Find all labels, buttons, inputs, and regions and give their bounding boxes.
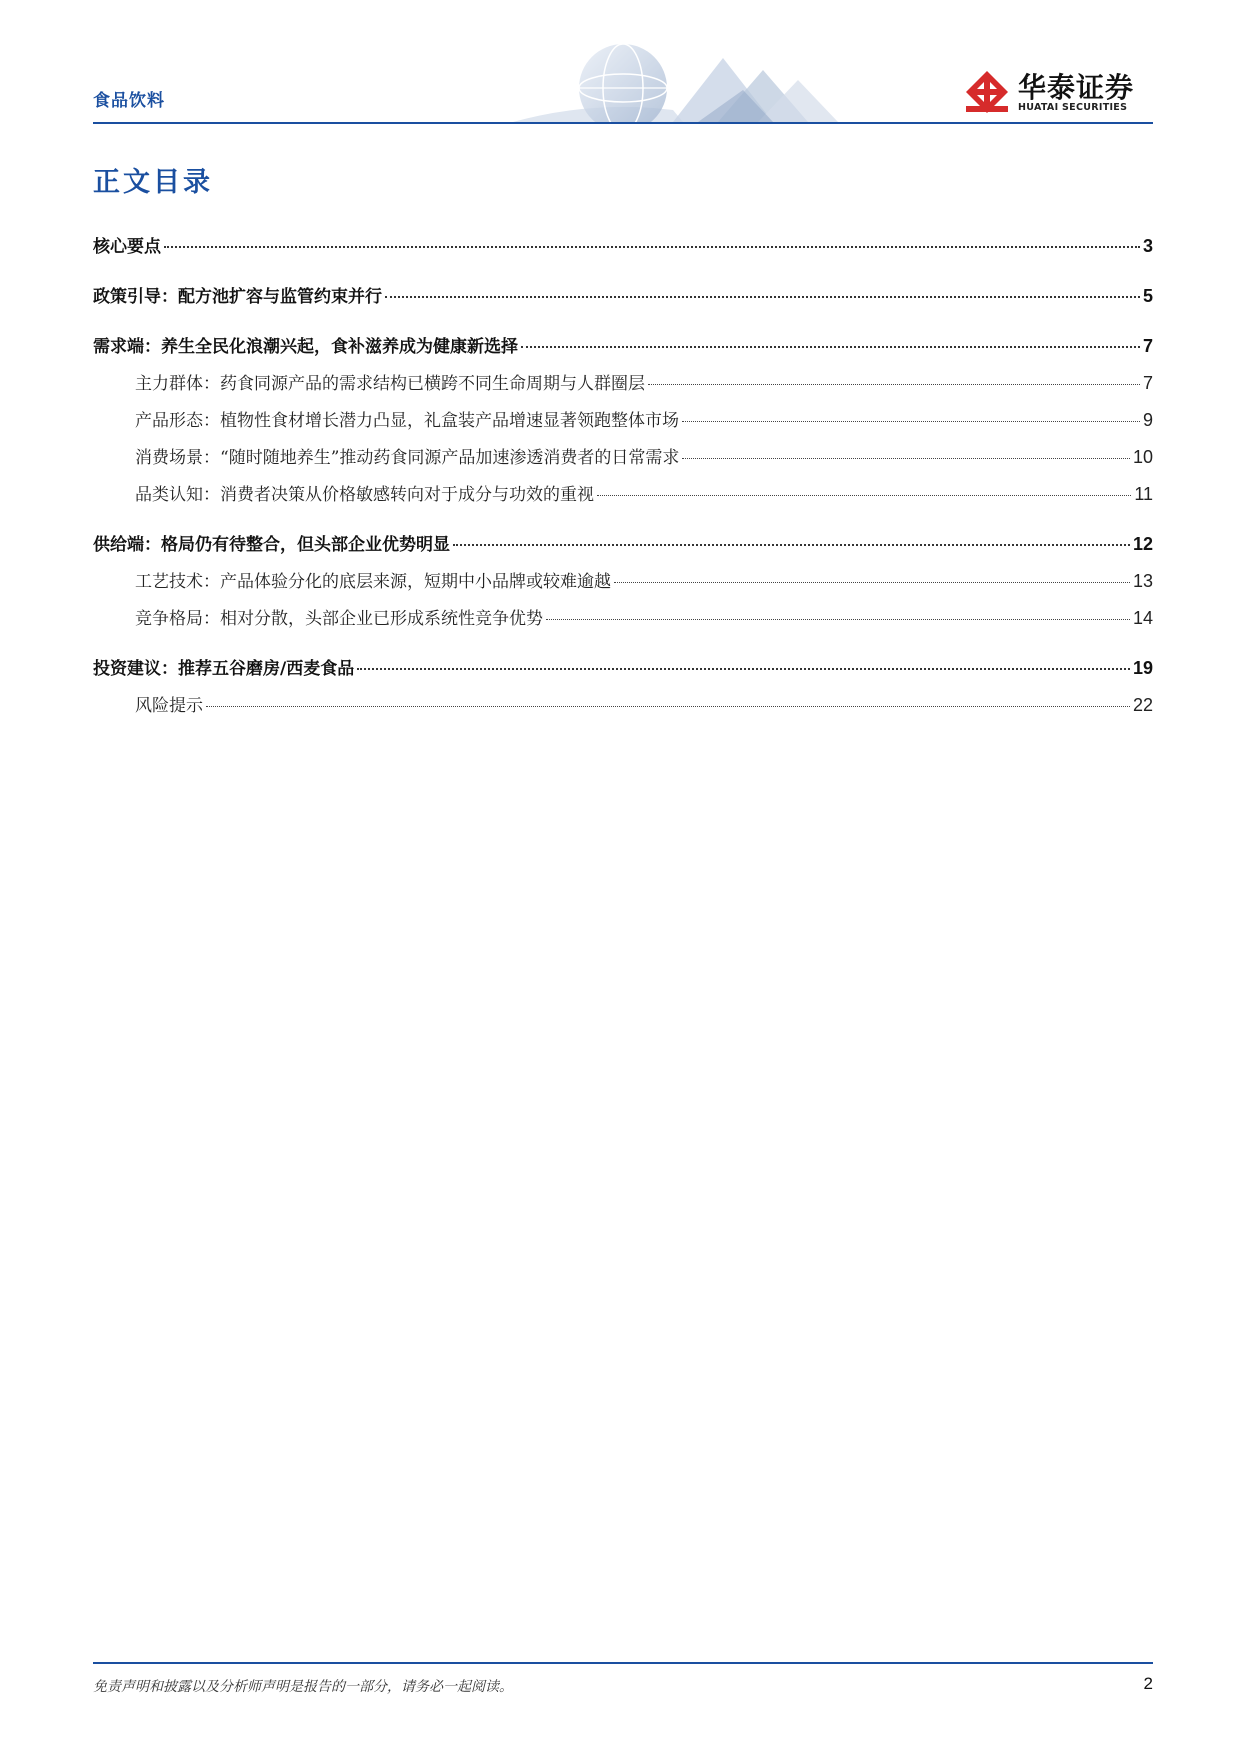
- toc-leader-dots: [682, 421, 1140, 422]
- toc-entry-text: 政策引导：配方池扩容与监管约束并行: [93, 287, 382, 307]
- toc-entry-text: 需求端：养生全民化浪潮兴起，食补滋养成为健康新选择: [93, 337, 518, 357]
- toc-entry-page: 12: [1132, 534, 1153, 554]
- toc-entry[interactable]: [93, 480, 1153, 517]
- disclaimer-text: 免责声明和披露以及分析师声明是报告的一部分，请务必一起阅读。: [93, 1679, 513, 1695]
- toc-leader-dots: [521, 346, 1140, 348]
- toc-entry-page: 5: [1142, 286, 1153, 306]
- toc-leader-dots: [357, 668, 1130, 670]
- toc-entry-text: 投资建议：推荐五谷磨房/西麦食品: [93, 659, 355, 679]
- toc-entry-page: 7: [1142, 373, 1153, 393]
- footer-divider: [93, 1662, 1153, 1664]
- toc-entry[interactable]: [93, 530, 1153, 567]
- toc-leader-dots: [597, 495, 1131, 496]
- toc-title: 正文目录: [93, 167, 213, 198]
- toc-entry-text: 主力群体：药食同源产品的需求结构已横跨不同生命周期与人群圈层: [135, 374, 645, 394]
- logo-text-en: HUATAI SECURITIES: [1018, 102, 1128, 113]
- toc-leader-dots: [453, 544, 1130, 546]
- toc-entry-text: 竞争格局：相对分散，头部企业已形成系统性竞争优势: [135, 609, 543, 629]
- toc-leader-dots: [614, 582, 1130, 583]
- toc-entry[interactable]: [93, 369, 1153, 406]
- header-divider: [93, 122, 1153, 124]
- toc-leader-dots: [385, 296, 1140, 298]
- logo-text-cn: 华泰证券: [1018, 71, 1135, 104]
- page-number: 2: [1143, 1674, 1153, 1693]
- toc-entry[interactable]: [93, 406, 1153, 443]
- toc-entry[interactable]: [93, 232, 1153, 269]
- toc-entry-page: 9: [1142, 410, 1153, 430]
- toc-entry[interactable]: [93, 443, 1153, 480]
- globe-graphic: [473, 40, 893, 122]
- toc-entry-page: 19: [1132, 658, 1153, 678]
- toc-entry[interactable]: [93, 654, 1153, 691]
- toc-entry-page: 10: [1132, 447, 1153, 467]
- toc-entry[interactable]: [93, 332, 1153, 369]
- toc-entry-text: 消费场景：“随时随地养生”推动药食同源产品加速渗透消费者的日常需求: [135, 448, 680, 468]
- toc-entry[interactable]: [93, 691, 1153, 728]
- company-logo: [963, 68, 1153, 118]
- toc-leader-dots: [546, 619, 1130, 620]
- toc-entry-text: 工艺技术：产品体验分化的底层来源，短期中小品牌或较难逾越: [135, 572, 611, 592]
- toc-entry-text: 品类认知：消费者决策从价格敏感转向对于成分与功效的重视: [135, 485, 594, 505]
- section-label: 食品饮料: [93, 91, 165, 111]
- toc-entry-text: 供给端：格局仍有待整合，但头部企业优势明显: [93, 535, 450, 555]
- toc-entry-text: 风险提示: [135, 696, 203, 716]
- toc-entry[interactable]: [93, 604, 1153, 641]
- toc-entry-text: 核心要点: [93, 237, 161, 257]
- toc-leader-dots: [682, 458, 1130, 459]
- table-of-contents: [93, 232, 1153, 728]
- toc-leader-dots: [164, 246, 1140, 248]
- page-header: [93, 0, 1153, 125]
- toc-entry-page: 11: [1134, 484, 1153, 504]
- toc-entry-page: 7: [1142, 336, 1153, 356]
- logo-mark-icon: [963, 68, 1011, 116]
- toc-entry-page: 13: [1132, 571, 1153, 591]
- toc-entry[interactable]: [93, 567, 1153, 604]
- toc-entry-page: 22: [1132, 695, 1153, 715]
- toc-leader-dots: [206, 706, 1130, 707]
- toc-entry-page: 3: [1142, 236, 1153, 256]
- toc-entry-page: 14: [1132, 608, 1153, 628]
- toc-entry-text: 产品形态：植物性食材增长潜力凸显，礼盒装产品增速显著领跑整体市场: [135, 411, 679, 431]
- toc-leader-dots: [648, 384, 1140, 385]
- toc-entry[interactable]: [93, 282, 1153, 319]
